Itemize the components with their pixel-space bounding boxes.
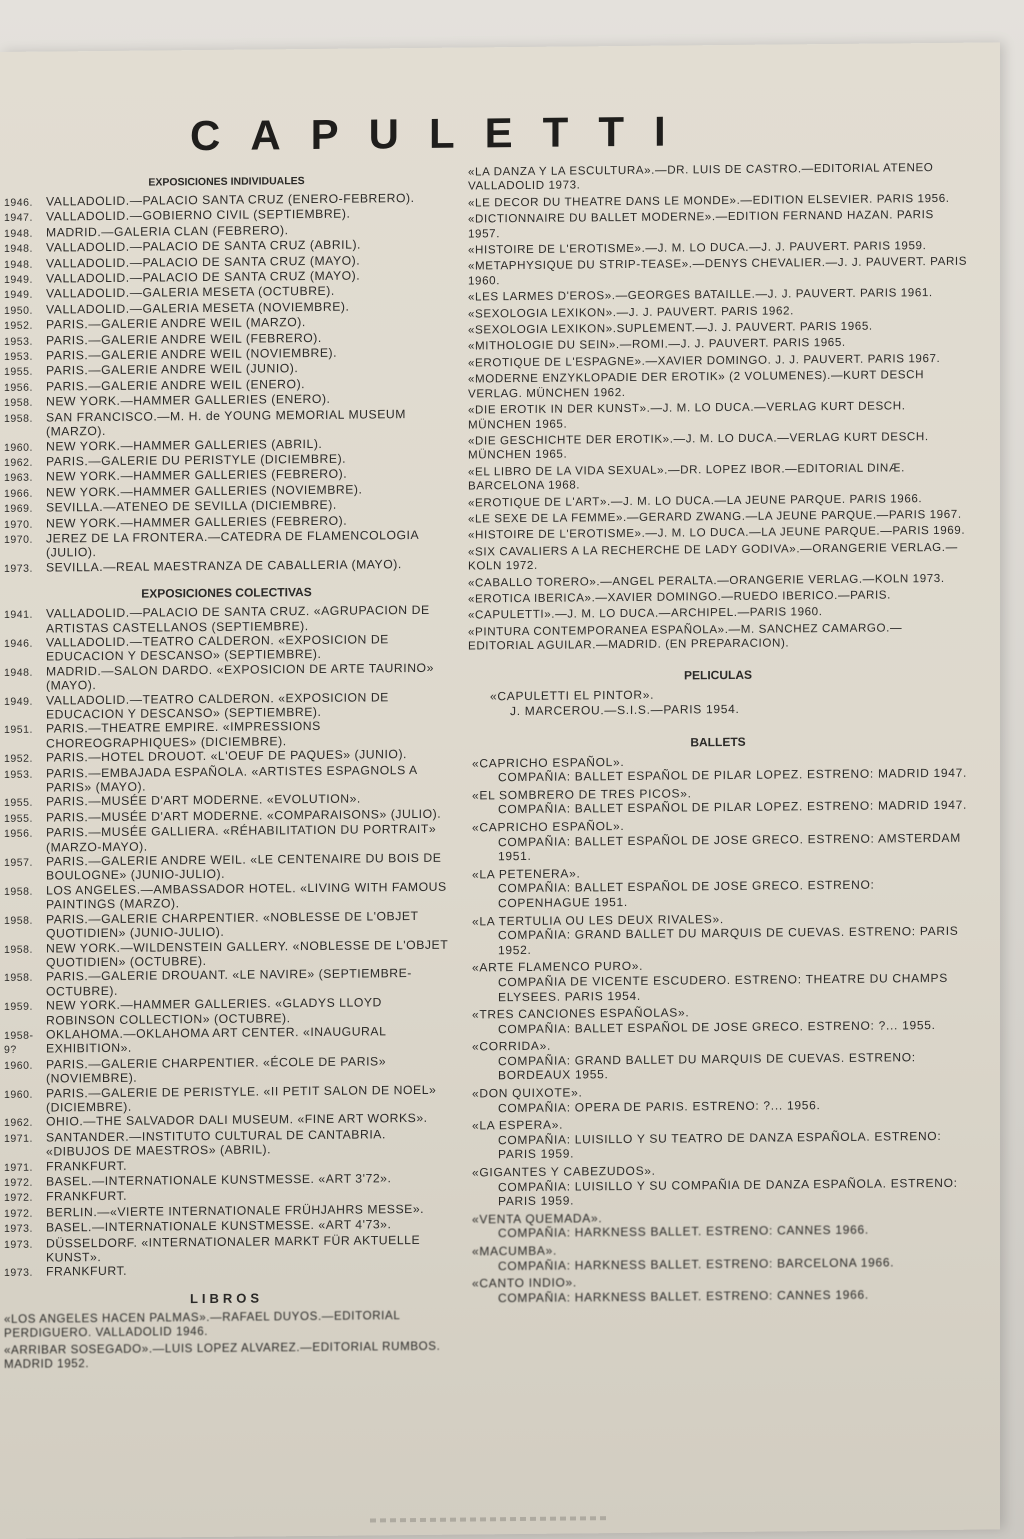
exhibition-text: PARIS.—GALERIE CHARPENTIER. «ÉCOLE DE PARIS» (NOVIEMBRE). (46, 1054, 387, 1086)
exhibition-text: PARIS.—GALERIE ANDRE WEIL (NOVIEMBRE). (46, 345, 338, 363)
film-title: «CAPULETTI EL PINTOR». (490, 687, 655, 703)
book-entry: «PINTURA CONTEMPORANEA ESPAÑOLA».—M. SANCHEZ CAMARGO.—EDITORIAL AGUILAR.—MADRID. (EN PREPARACION). (468, 621, 903, 653)
ballet-entry (468, 783, 968, 817)
exhibition-year: 1958. (4, 971, 34, 985)
exhibition-text: NEW YORK.—HAMMER GALLERIES (FEBRERO). (46, 513, 348, 531)
exhibition-entry (4, 1024, 449, 1058)
book-entry: «EROTIQUE DE L'ART».—J. M. LO DUCA.—LA JEUNE PARQUE. PARIS 1966. (468, 491, 923, 510)
ballet-entry (468, 956, 968, 1005)
ballet-entry (468, 1114, 968, 1163)
films-heading: PELICULAS (683, 667, 752, 683)
exhibition-text: VALLADOLID.—TEATRO CALDERON. «EXPOSICION DE EDUCACION Y DESCANSO» (SEPTIEMBRE). (46, 632, 389, 664)
exhibition-text: NEW YORK.—HAMMER GALLERIES (ENERO). (46, 392, 331, 409)
book-entry: «METAPHYSIQUE DU STRIP-TEASE».—DENYS CHEVALIER.—J. J. PAUVERT. PARIS 1960. (468, 255, 968, 288)
book-entry: «CAPULETTI».—J. M. LO DUCA.—ARCHIPEL.—PARIS 1960. (468, 605, 823, 622)
exhibition-text: NEW YORK.—WILDENSTEIN GALLERY. «NOBLESSE DE L'OBJET QUOTIDIEN» (OCTUBRE). (46, 937, 448, 970)
exhibition-text: PARIS.—GALERIE ANDRE WEIL. «LE CENTENAIRE DU BOIS DE BOULOGNE» (JUNIO-JULIO). (46, 850, 442, 884)
exhibition-year: 1972. (4, 1207, 34, 1220)
exhibition-text: VALLADOLID.—GALERIA MESETA (OCTUBRE). (46, 284, 335, 301)
exhibition-text: SEVILLA.—REAL MAESTRANZA DE CABALLERIA (MAYO). (46, 556, 402, 575)
books-list-left (4, 1309, 449, 1373)
exhibition-text: VALLADOLID.—GOBIERNO CIVIL (SEPTIEMBRE). (46, 207, 351, 224)
exhibition-text: PARIS.—GALERIE ANDRE WEIL (FEBRERO). (46, 330, 322, 348)
exhibition-year: 1966. (4, 487, 34, 500)
exhibition-entry (4, 528, 449, 561)
exhibition-text: VALLADOLID.—PALACIO SANTA CRUZ (ENERO-FEBRERO). (46, 191, 415, 209)
ballet-entry (468, 1161, 968, 1210)
book-entry: «EROTICA IBERICA».—XAVIER DOMINGO.—RUEDO IBERICO.—PARIS. (468, 588, 891, 606)
book-entry: «HISTOIRE DE L'EROTISME».—J. M. LO DUCA.—LA JEUNE PARQUE.—PARIS 1969. (468, 524, 966, 542)
exhibition-year: 1958-9? (4, 1029, 34, 1057)
footer-mark (370, 1516, 610, 1522)
exhibition-year: 1958. (4, 943, 34, 956)
exhibition-year: 1946. (4, 637, 34, 650)
exhibition-text: PARIS.—EMBAJADA ESPAÑOLA. «ARTISTES ESPAGNOLS A PARIS» (MAYO). (46, 762, 418, 795)
exhibition-year: 1969. (4, 502, 34, 516)
exhibition-year: 1972. (4, 1192, 34, 1205)
collective-exhibitions-list (4, 603, 449, 1281)
exhibition-year: 1948. (4, 258, 34, 271)
book-entry: «SIX CAVALIERS A LA RECHERCHE DE LADY GODIVA».—ORANGERIE VERLAG.—KOLN 1972. (468, 540, 958, 573)
exhibition-year: 1970. (4, 518, 34, 531)
book-entry: «ARRIBAR SOSEGADO».—LUIS LOPEZ ALVAREZ.—EDITORIAL RUMBOS. MADRID 1952. (4, 1339, 441, 1372)
ballet-entry (468, 751, 968, 785)
exhibition-entry (4, 1126, 449, 1159)
ballet-detail: COMPAÑIA: GRAND BALLET DU MARQUIS DE CUEVAS. ESTRENO: PARIS 1952. (498, 923, 959, 957)
left-column (4, 166, 449, 1375)
ballet-entry (468, 909, 968, 958)
exhibition-year: 1953. (4, 335, 34, 348)
ballet-detail: COMPAÑIA: LUISILLO Y SU COMPAÑIA DE DANZA ESPAÑOLA. ESTRENO: PARIS 1959. (498, 1175, 958, 1209)
ballet-title: «CORRIDA». (472, 1038, 552, 1054)
exhibition-text: PARIS.—GALERIE ANDRE WEIL (ENERO). (46, 376, 306, 394)
exhibition-entry (4, 603, 449, 636)
ballet-entry (468, 1082, 968, 1116)
ballet-entry (468, 1208, 968, 1242)
exhibition-year: 1962. (4, 1117, 34, 1130)
ballet-title: «EL SOMBRERO DE TRES PICOS». (472, 786, 692, 803)
exhibition-text: OKLAHOMA.—OKLAHOMA ART CENTER. «INAUGURAL EXHIBITION». (46, 1024, 386, 1056)
exhibition-year: 1958. (4, 396, 34, 410)
exhibition-entry (4, 762, 449, 795)
exhibition-entry (4, 718, 449, 751)
ballet-detail: COMPAÑIA DE VICENTE ESCUDERO. ESTRENO: THEATRE DU CHAMPS ELYSEES. PARIS 1954. (498, 970, 948, 1004)
exhibition-entry (4, 880, 449, 913)
exhibition-year: 1973. (4, 1267, 34, 1280)
film-detail: J. MARCEROU.—S.I.S.—PARIS 1954. (510, 701, 740, 718)
exhibition-text: PARIS.—GALERIE DE PERISTYLE. «II PETIT SALON DE NOEL» (DICIEMBRE). (46, 1082, 437, 1115)
exhibition-year: 1972. (4, 1176, 34, 1189)
exhibition-text: BASEL.—INTERNATIONALE KUNSTMESSE. «ART 3'72». (46, 1171, 392, 1189)
exhibition-year: 1953. (4, 350, 34, 364)
exhibition-entry (4, 851, 449, 884)
ballet-title: «DON QUIXOTE». (472, 1085, 583, 1101)
exhibition-text: PARIS.—GALERIE ANDRE WEIL (MARZO). (46, 315, 306, 332)
ballet-entry (468, 1003, 968, 1037)
exhibition-year: 1971. (4, 1161, 34, 1174)
book-entry: «MITHOLOGIE DU SEIN».—ROMI.—J. J. PAUVERT. PARIS 1965. (468, 336, 846, 353)
exhibition-text: SANTANDER.—INSTITUTO CULTURAL DE CANTABRIA. «DIBUJOS DE MAESTROS» (ABRIL). (46, 1127, 386, 1159)
book-entry: «DICTIONNAIRE DU BALLET MODERNE».—EDITION FERNAND HAZAN. PARIS 1957. (468, 208, 934, 241)
exhibition-year: 1947. (4, 212, 34, 225)
book-entry: «SEXOLOGIA LEXIKON».—J. J. PAUVERT. PARIS 1962. (468, 304, 794, 321)
ballet-title: «VENTA QUEMADA». (472, 1211, 603, 1227)
exhibition-text: LOS ANGELES.—AMBASSADOR HOTEL. «LIVING WITH FAMOUS PAINTINGS (MARZO). (46, 879, 447, 912)
book-entry: «SEXOLOGIA LEXIKON».SUPLEMENT.—J. J. PAUVERT. PARIS 1965. (468, 319, 873, 337)
ballet-title: «GIGANTES Y CABEZUDOS». (472, 1163, 656, 1180)
exhibition-year: 1955. (4, 366, 34, 379)
ballet-entry (468, 862, 968, 911)
ballet-detail: COMPAÑIA: BALLET ESPAÑOL DE JOSE GRECO. ESTRENO: AMSTERDAM 1951. (498, 830, 961, 864)
ballet-title: «LA ESPERA». (472, 1117, 564, 1133)
exhibition-entry (4, 556, 449, 576)
book-entry: «LE DECOR DU THEATRE DANS LE MONDE».—EDITION ELSEVIER. PARIS 1956. (468, 191, 950, 210)
exhibition-text: PARIS.—HOTEL DROUOT. «L'OEUF DE PAQUES» (JUNIO). (46, 747, 407, 765)
exhibition-entry (4, 1261, 449, 1281)
ballets-list (468, 751, 968, 1306)
exhibition-year: 1973. (4, 562, 34, 575)
right-column (468, 161, 968, 1309)
exhibition-text: BASEL.—INTERNATIONALE KUNSTMESSE. «ART 4'73». (46, 1217, 392, 1235)
collective-exhibitions-heading: EXPOSICIONES COLECTIVAS (141, 585, 312, 601)
exhibition-year: 1955. (4, 812, 34, 825)
book-entry: «DIE EROTIK IN DER KUNST».—J. M. LO DUCA.—VERLAG KURT DESCH. MÜNCHEN 1965. (468, 399, 906, 432)
exhibition-entry (4, 1053, 449, 1086)
exhibition-text: FRANKFURT. (46, 1158, 128, 1174)
exhibition-year: 1960. (4, 441, 34, 454)
exhibition-text: VALLADOLID.—GALERIA MESETA (NOVIEMBRE). (46, 299, 350, 317)
book-entry: «CABALLO TORERO».—ANGEL PERALTA.—ORANGERIE VERLAG.—KOLN 1973. (468, 571, 945, 590)
exhibition-text: FRANKFURT. (46, 1264, 128, 1279)
ballet-entry (468, 1272, 968, 1306)
exhibition-text: DÜSSELDORF. «INTERNATIONALER MARKT FÜR AKTUELLE KUNST». (46, 1232, 421, 1265)
ballet-detail: COMPAÑIA: HARKNESS BALLET. ESTRENO: CANNES 1966. (498, 1287, 869, 1306)
film-entry (468, 684, 968, 719)
poster-title: CAPULETTI (190, 107, 696, 160)
exhibition-entry (4, 995, 449, 1028)
exhibition-text: VALLADOLID.—TEATRO CALDERON. «EXPOSICION DE EDUCACION Y DESCANSO» (SEPTIEMBRE). (46, 689, 389, 722)
books-heading: LIBROS (189, 1290, 264, 1307)
exhibition-entry (4, 689, 449, 722)
exhibition-text: BERLIN.—«VIERTE INTERNATIONALE FRÜHJAHRS MESSE». (46, 1201, 425, 1220)
exhibition-text: PARIS.—GALERIE ANDRE WEIL (JUNIO). (46, 361, 299, 379)
exhibition-text: PARIS.—MUSÉE GALLIERA. «RÉHABILITATION DU PORTRAIT» (MARZO-MAYO). (46, 822, 437, 855)
exhibition-text: FRANKFURT. (46, 1189, 128, 1204)
exhibition-text: PARIS.—MUSÉE D'ART MODERNE. «COMPARAISONS» (JULIO). (46, 806, 442, 825)
exhibition-year: 1949. (4, 289, 34, 302)
exhibition-year: 1973. (4, 1238, 34, 1251)
exhibition-year: 1960. (4, 1088, 34, 1101)
book-entry: «LES LARMES D'EROS».—GEORGES BATAILLE.—J. J. PAUVERT. PARIS 1961. (468, 286, 933, 304)
exhibition-year: 1948. (4, 242, 34, 256)
exhibition-text: VALLADOLID.—PALACIO DE SANTA CRUZ (MAYO). (46, 253, 361, 271)
ballet-title: «CAPRICHO ESPAÑOL». (472, 818, 625, 835)
exhibition-entry (4, 966, 449, 999)
exhibition-entry (4, 937, 449, 970)
exhibition-year: 1950. (4, 304, 34, 317)
book-entry: «LA DANZA Y LA ESCULTURA».—DR. LUIS DE CASTRO.—EDITORIAL ATENEO VALLADOLID 1973. (468, 161, 934, 193)
ballet-detail: COMPAÑIA: OPERA DE PARIS. ESTRENO: ?... 1956. (498, 1097, 821, 1115)
exhibition-entry (4, 1082, 449, 1115)
ballet-title: «TRES CANCIONES ESPAÑOLAS». (472, 1005, 690, 1022)
ballet-entry (468, 1240, 968, 1274)
exhibition-text: NEW YORK.—HAMMER GALLERIES (FEBRERO). (46, 466, 348, 484)
exhibition-text: OHIO.—THE SALVADOR DALI MUSEUM. «FINE ART WORKS». (46, 1111, 428, 1129)
exhibition-text: VALLADOLID.—PALACIO DE SANTA CRUZ (ABRIL). (46, 237, 361, 255)
exhibition-year: 1958. (4, 885, 34, 898)
exhibition-year: 1948. (4, 227, 34, 240)
exhibition-text: NEW YORK.—HAMMER GALLERIES. «GLADYS LLOYD ROBINSON COLLECTION» (OCTUBRE). (46, 995, 382, 1028)
exhibition-text: PARIS.—MUSÉE D'ART MODERNE. «EVOLUTION». (46, 791, 361, 809)
exhibition-year: 1941. (4, 608, 34, 622)
ballet-title: «LA TERTULIA OU LES DEUX RIVALES». (472, 911, 724, 929)
exhibition-entry (4, 632, 449, 665)
exhibition-year: 1952. (4, 752, 34, 766)
exhibition-year: 1956. (4, 827, 34, 841)
exhibition-text: MADRID.—GALERIA CLAN (FEBRERO). (46, 223, 289, 240)
ballet-title: «CAPRICHO ESPAÑOL». (472, 754, 625, 771)
exhibition-text: NEW YORK.—HAMMER GALLERIES (ABRIL). (46, 436, 323, 454)
ballet-title: «CANTO INDIO». (472, 1275, 577, 1291)
exhibition-entry (4, 908, 449, 941)
ballet-detail: COMPAÑIA: HARKNESS BALLET. ESTRENO: CANNES 1966. (498, 1223, 869, 1241)
ballet-detail: COMPAÑIA: HARKNESS BALLET. ESTRENO: BARCELONA 1966. (498, 1255, 895, 1273)
exhibition-text: VALLADOLID.—PALACIO DE SANTA CRUZ (MAYO). (46, 268, 361, 286)
exhibition-year: 1952. (4, 319, 34, 333)
ballet-title: «LA PETENERA». (472, 866, 581, 882)
individual-exhibitions-heading: EXPOSICIONES INDIVIDUALES (148, 175, 305, 189)
exhibition-year: 1946. (4, 196, 34, 209)
book-entry: «LOS ANGELES HACEN PALMAS».—RAFAEL DUYOS.—EDITORIAL PERDIGUERO. VALLADOLID 1946. (4, 1309, 400, 1341)
exhibition-entry (4, 1232, 449, 1265)
book-entry: «MODERNE ENZYKLOPADIE DER EROTIK» (2 VOLUMENES).—KURT DESCH VERLAG. MÜNCHEN 1962. (468, 368, 925, 401)
exhibition-year: 1958. (4, 914, 34, 927)
exhibition-text: SEVILLA.—ATENEO DE SEVILLA (DICIEMBRE). (46, 497, 337, 515)
exhibition-text: NEW YORK.—HAMMER GALLERIES (NOVIEMBRE). (46, 482, 363, 500)
ballet-detail: COMPAÑIA: BALLET ESPAÑOL DE JOSE GRECO. ESTRENO: COPENHAGUE 1951. (498, 877, 875, 911)
exhibition-year: 1959. (4, 1000, 34, 1014)
exhibition-text: PARIS.—GALERIE DROUANT. «LE NAVIRE» (SEPTIEMBRE-OCTUBRE). (46, 966, 412, 999)
exhibition-year: 1949. (4, 695, 34, 708)
ballet-title: «MACUMBA». (472, 1243, 558, 1259)
exhibition-text: VALLADOLID.—PALACIO DE SANTA CRUZ. «AGRUPACION DE ARTISTAS CASTELLANOS (SEPTIEMBRE). (46, 603, 430, 636)
exhibition-text: PARIS.—GALERIE DU PERISTYLE (DICIEMBRE). (46, 451, 347, 469)
exhibition-year: 1960. (4, 1059, 34, 1072)
individual-exhibitions-list (4, 191, 449, 576)
book-entry: «LE SEXE DE LA FEMME».—GERARD ZWANG.—LA JEUNE PARQUE.—PARIS 1967. (468, 507, 962, 526)
exhibition-entry (4, 406, 449, 439)
exhibition-year: 1963. (4, 471, 34, 485)
ballet-detail: COMPAÑIA: BALLET ESPAÑOL DE PILAR LOPEZ. ESTRENO: MADRID 1947. (498, 798, 968, 817)
ballet-detail: COMPAÑIA: BALLET ESPAÑOL DE JOSE GRECO. ESTRENO: ?... 1955. (498, 1017, 936, 1036)
book-entry: «EL LIBRO DE LA VIDA SEXUAL».—DR. LOPEZ IBOR.—EDITORIAL DINÆ. BARCELONA 1968. (468, 461, 905, 493)
exhibition-year: 1957. (4, 856, 34, 870)
exhibition-text: PARIS.—THEATRE EMPIRE. «IMPRESSIONS CHOREOGRAPHIQUES» (DICIEMBRE). (46, 719, 321, 751)
ballet-detail: COMPAÑIA: GRAND BALLET DU MARQUIS DE CUEVAS. ESTRENO: BORDEAUX 1955. (498, 1050, 916, 1083)
ballets-heading: BALLETS (690, 734, 746, 749)
exhibition-year: 1970. (4, 533, 34, 546)
book-entry: «HISTOIRE DE L'EROTISME».—J. M. LO DUCA.—J. J. PAUVERT. PARIS 1959. (468, 239, 927, 257)
exhibition-year: 1949. (4, 273, 34, 286)
ballet-detail: COMPAÑIA: BALLET ESPAÑOL DE PILAR LOPEZ. ESTRENO: MADRID 1947. (498, 765, 968, 785)
ballet-title: «ARTE FLAMENCO PURO». (472, 959, 644, 975)
exhibition-year: 1971. (4, 1132, 34, 1145)
exhibition-text: JEREZ DE LA FRONTERA.—CATEDRA DE FLAMENCOLOGIA (JULIO). (46, 527, 419, 560)
exhibition-year: 1973. (4, 1222, 34, 1236)
exhibition-year: 1958. (4, 412, 34, 425)
exhibition-year: 1962. (4, 456, 34, 469)
books-list-right (468, 161, 968, 654)
ballet-entry (468, 1035, 968, 1084)
poster-sheet (0, 42, 1000, 1539)
exhibition-entry (4, 822, 449, 855)
exhibition-year: 1955. (4, 797, 34, 810)
exhibition-text: PARIS.—GALERIE CHARPENTIER. «NOBLESSE DE L'OBJET QUOTIDIEN» (JUNIO-JULIO). (46, 908, 419, 941)
ballet-detail: COMPAÑIA: LUISILLO Y SU TEATRO DE DANZA ESPAÑOLA. ESTRENO: PARIS 1959. (498, 1128, 942, 1162)
exhibition-entry (4, 660, 449, 693)
ballet-entry (468, 816, 968, 865)
book-entry: «EROTIQUE DE L'ESPAGNE».—XAVIER DOMINGO. J. J. PAUVERT. PARIS 1967. (468, 351, 941, 370)
book-entry: «DIE GESCHICHTE DER EROTIK».—J. M. LO DUCA.—VERLAG KURT DESCH. MÜNCHEN 1965. (468, 429, 929, 462)
exhibition-year: 1956. (4, 381, 34, 394)
exhibition-year: 1953. (4, 768, 34, 781)
exhibition-text: SAN FRANCISCO.—M. H. de YOUNG MEMORIAL MUSEUM (MARZO). (46, 406, 406, 439)
exhibition-text: MADRID.—SALON DARDO. «EXPOSICION DE ARTE TAURINO» (MAYO). (46, 660, 434, 693)
exhibition-year: 1948. (4, 666, 34, 679)
exhibition-year: 1951. (4, 724, 34, 737)
